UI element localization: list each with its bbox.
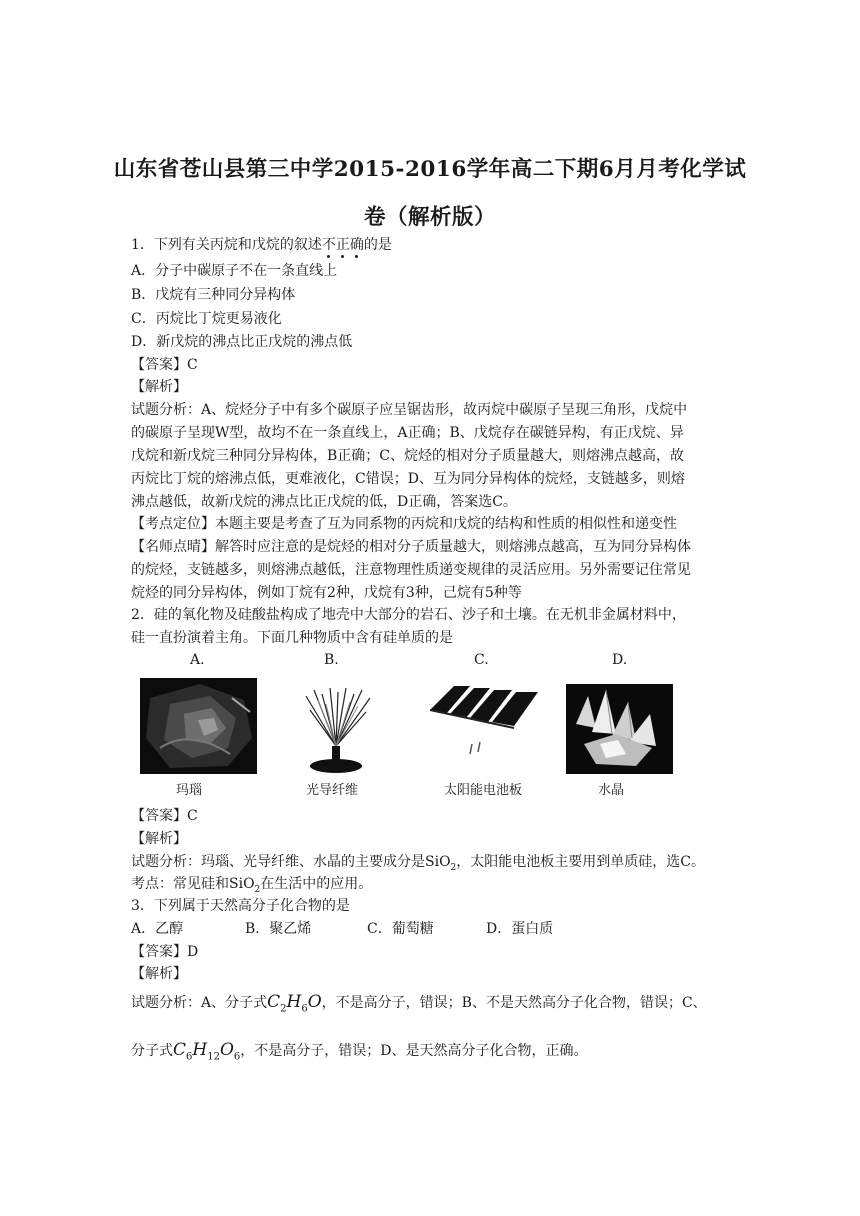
q1-analysis-line: 试题分析：A、烷烃分子中有多个碳原子应呈锯齿形，故丙烷中碳原子呈现三角形，戊烷中 [131, 402, 688, 418]
q2-stem-line: 硅一直扮演着主角。下面几种物质中含有硅单质的是 [131, 630, 453, 646]
q3-option-c: C．葡萄糖 [367, 921, 434, 937]
caption-crystal: 水晶 [598, 783, 625, 798]
q3-analysis-line1: 试题分析：A、分子式$C_2H_6O$，不是高分子，错误；B、不是天然高分子化合物，错误；C、 [131, 992, 707, 1015]
q1-stem-emphasis: 不正确 [322, 237, 364, 253]
q1-option-b: B．戊烷有三种同分异构体 [131, 287, 296, 303]
q1-option-c: C．丙烷比丁烷更易液化 [131, 311, 282, 327]
solar-panel-image [426, 684, 544, 764]
q2-stem-line: 2．硅的氧化物及硅酸盐构成了地壳中大部分的岩石、沙子和土壤。在无机非金属材料中， [131, 607, 686, 623]
q2-analysis: 试题分析：玛瑙、光导纤维、水晶的主要成分是SiO$_2$，太阳能电池板主要用到单质硅，选C。 [131, 854, 705, 873]
q1-mingshi-line: 烷烃的同分异构体，例如丁烷有2种，戊烷有3种，己烷有5种等 [131, 585, 522, 601]
q2-answer: 【答案】C [131, 808, 198, 824]
agate-image [140, 678, 257, 774]
q1-stem [131, 235, 392, 255]
q3-option-d: D．蛋白质 [486, 921, 554, 937]
page-title-line2: 卷（解析版） [363, 205, 496, 230]
q2-option-label-c: C. [474, 652, 489, 668]
page-title-line1: 山东省苍山县第三中学2015-2016学年高二下期6月月考化学试 [113, 157, 747, 182]
q1-analysis-line: 戊烷和新戊烷三种同分异构体，B正确；C、烷烃的相对分子质量越大，则熔沸点越高，故 [131, 448, 684, 464]
q1-option-d: D．新戊烷的沸点比正戊烷的沸点低 [131, 334, 353, 350]
formula-glucose: $C_6H_{12}O_6$ [173, 1040, 241, 1063]
q2-analysis-label: 【解析】 [131, 831, 187, 847]
q2-option-label-d: D. [612, 652, 628, 668]
q1-option-a: A．分子中碳原子不在一条直线上 [131, 263, 338, 279]
caption-optical-fiber: 光导纤维 [306, 783, 359, 798]
q3-stem: 3．下列属于天然高分子化合物的是 [131, 898, 350, 914]
crystal-image [566, 684, 673, 774]
caption-agate: 玛瑙 [176, 783, 203, 798]
q3-option-b: B．聚乙烯 [245, 921, 312, 937]
q2-option-label-a: A. [190, 652, 205, 668]
caption-solar-panel: 太阳能电池板 [444, 783, 523, 798]
q3-answer: 【答案】D [131, 944, 199, 960]
q1-answer: 【答案】C [131, 357, 198, 373]
q3-analysis-line2: 分子式$C_6H_{12}O_6$，不是高分子，错误；D、是天然高分子化合物，正确。 [131, 1040, 588, 1063]
q1-kaodian: 【考点定位】本题主要是考查了互为同系物的丙烷和戊烷的结构和性质的相似性和递变性 [131, 516, 677, 532]
q3-option-a: A．乙醇 [131, 921, 184, 937]
optical-fiber-image [296, 686, 378, 776]
q1-analysis-label: 【解析】 [131, 379, 187, 395]
q1-stem-part1: 1．下列有关丙烷和戊烷的叙述 [131, 237, 322, 253]
formula-ethanol: $C_2H_6O$ [267, 992, 322, 1015]
q1-stem-part2: 的是 [363, 237, 392, 253]
q3-analysis-label: 【解析】 [131, 966, 187, 982]
q1-analysis-line: 丙烷比丁烷的熔沸点低，更难液化，C错误；D、互为同分异构体的烷烃，支链越多，则熔 [131, 471, 685, 487]
q1-mingshi-line: 【名师点晴】解答时应注意的是烷烃的相对分子质量越大，则熔沸点越高，互为同分异构体 [131, 539, 691, 555]
q2-option-label-b: B. [324, 652, 339, 668]
q1-analysis-line: 的碳原子呈现W型，故均不在一条直线上，A正确；B、戊烷存在碳链异构，有正戊烷、异 [131, 425, 684, 441]
q2-kaodian: 考点：常见硅和SiO$_2$在生活中的应用。 [131, 876, 373, 895]
q1-mingshi-line: 的烷烃，支链越多，则熔沸点越低，注意物理性质递变规律的灵活应用。另外需要记住常见 [131, 562, 691, 578]
q1-analysis-line: 沸点越低，故新戊烷的沸点比正戊烷的低，D正确，答案选C。 [131, 494, 517, 510]
